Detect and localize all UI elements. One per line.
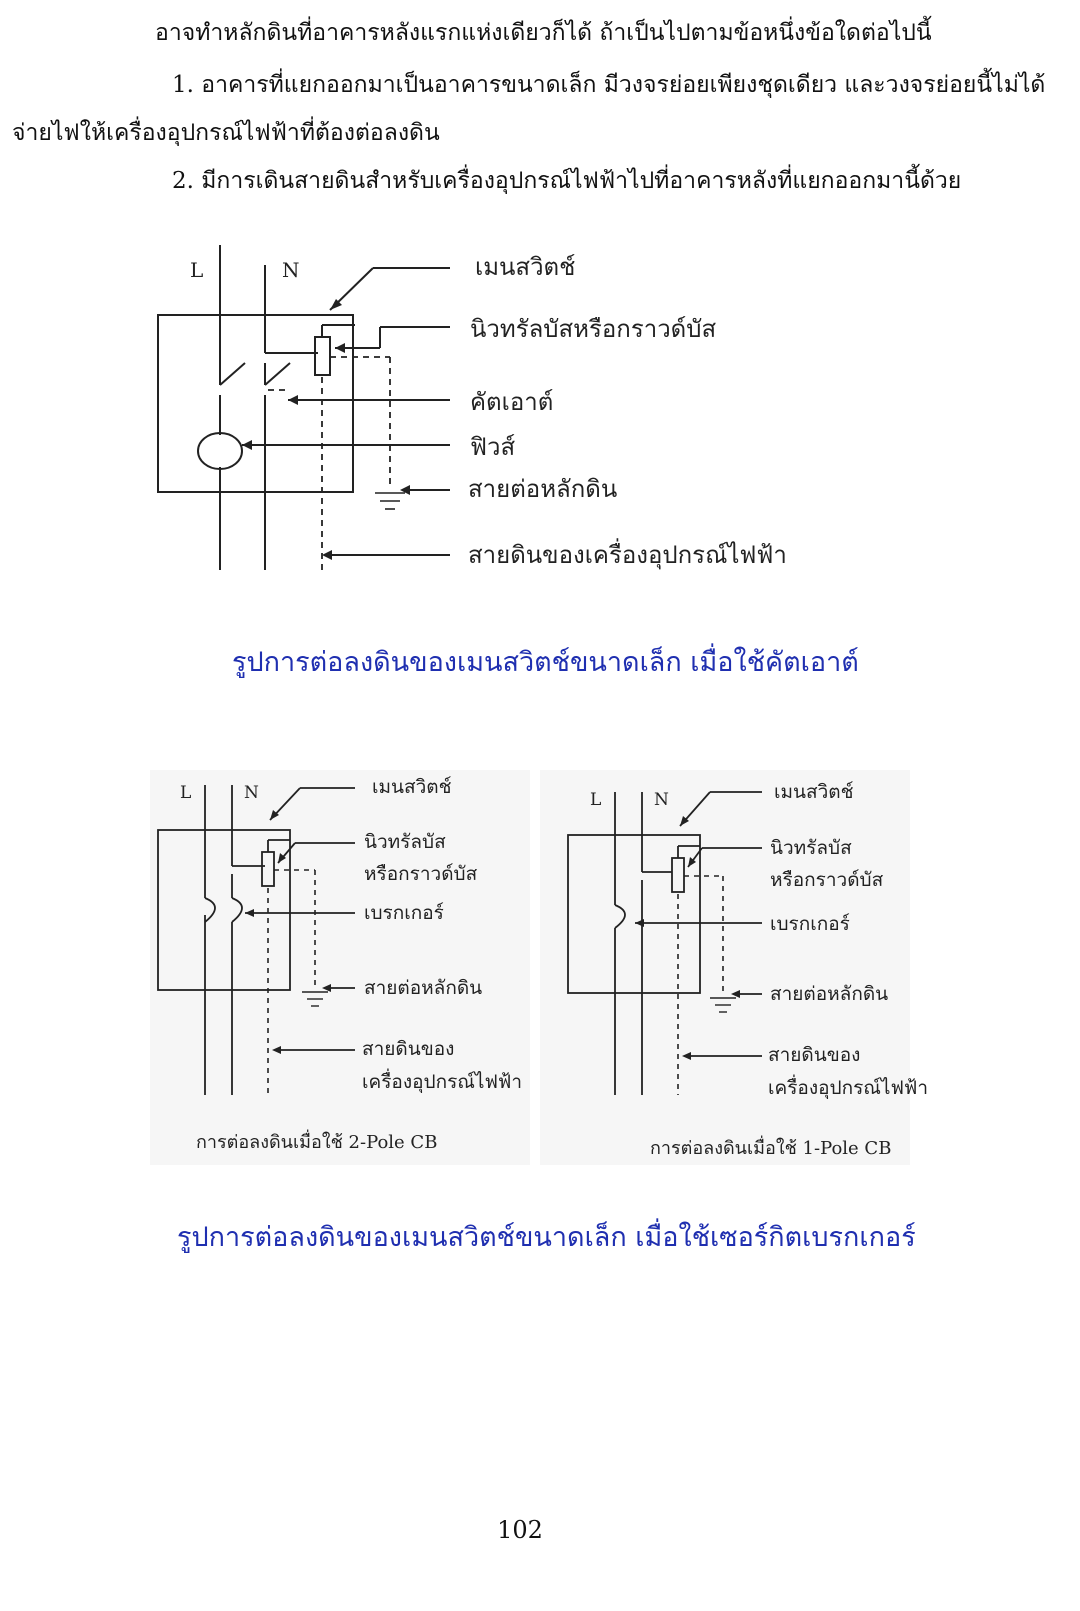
line-label-l: L [190, 258, 204, 282]
figure2-caption: รูปการต่อลงดินของเมนสวิตช์ขนาดเล็ก เมื่อใช้เซอร์กิตเบรกเกอร์ [177, 1222, 916, 1253]
main-switch-enclosure [158, 315, 353, 492]
list-item-1-continued: จ่ายไฟให้เครื่องอุปกรณ์ไฟฟ้าที่ต้องต่อลงดิน [12, 120, 440, 146]
intro-line: อาจทำหลักดินที่อาคารหลังแรกแห่งเดียวก็ได้ ถ้าเป็นไปตามข้อหนึ่งข้อใดต่อไปนี้ [155, 20, 932, 46]
label-equipment-ground: สายดินของเครื่องอุปกรณ์ไฟฟ้า [468, 541, 787, 569]
label-neutral-bus-1: นิวทรัลบัส [364, 831, 446, 853]
label-grounding-conductor: สายต่อหลักดิน [468, 475, 618, 503]
label-cutout: คัตเอาต์ [470, 388, 554, 416]
page-number: 102 [497, 1516, 543, 1544]
label-main-switch: เมนสวิตช์ [475, 253, 576, 281]
two-pole-cb-diagram [150, 770, 530, 1165]
label-equipment-ground-1: สายดินของ [768, 1044, 861, 1066]
figure1-caption: รูปการต่อลงดินของเมนสวิตช์ขนาดเล็ก เมื่อใช้คัตเอาต์ [232, 647, 859, 678]
label-neutral-bus-2: หรือกราวด์บัส [364, 863, 478, 885]
label-main-switch: เมนสวิตช์ [774, 781, 854, 803]
list-item-2: 2. มีการเดินสายดินสำหรับเครื่องอุปกรณ์ไฟฟ้าไปที่อาคารหลังที่แยกออกมานี้ด้วย [172, 168, 962, 194]
label-breaker: เบรกเกอร์ [364, 902, 444, 924]
label-neutral-bus: นิวทรัลบัสหรือกราวด์บัส [470, 315, 717, 343]
neutral-label-n: N [244, 783, 259, 803]
label-equipment-ground-1: สายดินของ [362, 1038, 455, 1060]
cutout-grounding-diagram [150, 245, 850, 585]
label-breaker: เบรกเกอร์ [770, 913, 850, 935]
list-item-1: 1. อาคารที่แยกออกมาเป็นอาคารขนาดเล็ก มีวงจรย่อยเพียงชุดเดียว และวงจรย่อยนี้ไม่ได้ [172, 72, 1046, 98]
label-equipment-ground-2: เครื่องอุปกรณ์ไฟฟ้า [362, 1071, 523, 1093]
line-label-l: L [180, 783, 192, 803]
label-grounding-conductor: สายต่อหลักดิน [770, 983, 889, 1005]
neutral-label-n: N [654, 790, 669, 810]
one-pole-cb-diagram [540, 770, 929, 1165]
label-neutral-bus-1: นิวทรัลบัส [770, 837, 852, 859]
label-grounding-conductor: สายต่อหลักดิน [364, 977, 483, 999]
label-fuse: ฟิวส์ [470, 433, 516, 461]
fuse-symbol [198, 433, 242, 469]
subcaption-2-pole: การต่อลงดินเมื่อใช้ 2-Pole CB [196, 1132, 438, 1153]
label-neutral-bus-2: หรือกราวด์บัส [770, 869, 884, 891]
label-equipment-ground-2: เครื่องอุปกรณ์ไฟฟ้า [768, 1077, 929, 1099]
neutral-label-n: N [282, 258, 300, 282]
neutral-bus-symbol [315, 337, 330, 375]
label-main-switch: เมนสวิตช์ [372, 776, 452, 798]
line-label-l: L [590, 790, 602, 810]
subcaption-1-pole: การต่อลงดินเมื่อใช้ 1-Pole CB [650, 1138, 892, 1159]
